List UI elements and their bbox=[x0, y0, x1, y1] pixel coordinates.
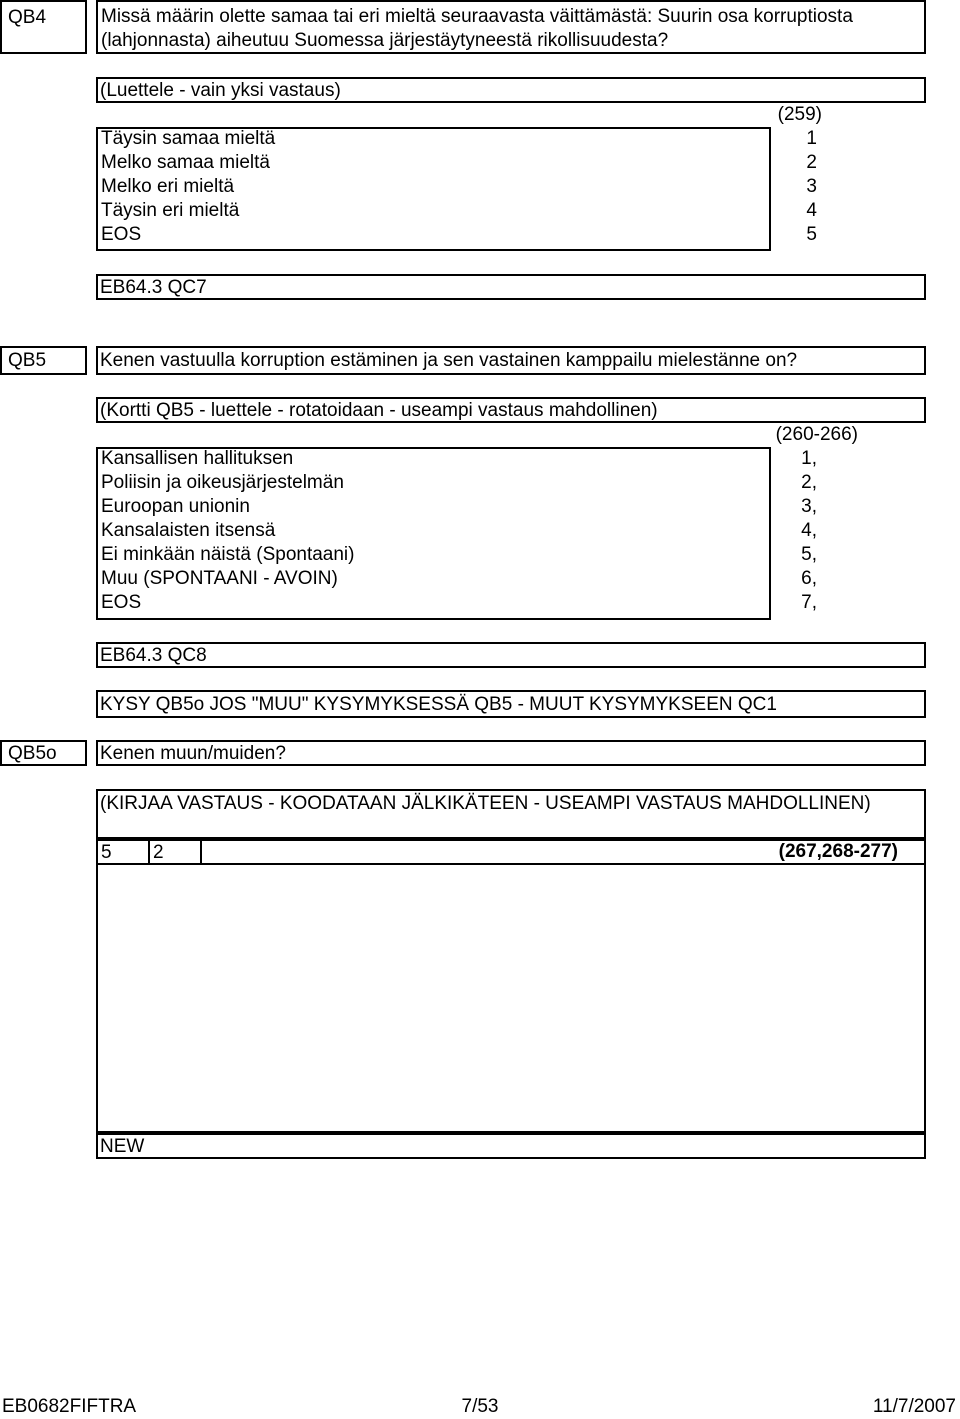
question-id-qb5o: QB5o bbox=[0, 740, 87, 766]
answer-code: 3 bbox=[806, 176, 817, 197]
answer-code: 2 bbox=[806, 152, 817, 173]
answer-label: Euroopan unionin bbox=[101, 496, 250, 517]
column-ref-qb4: (259) bbox=[777, 104, 822, 125]
answer-list-qb4 bbox=[101, 127, 275, 247]
answer-label: EOS bbox=[101, 224, 142, 245]
source-qb4: EB64.3 QC7 bbox=[96, 274, 926, 300]
question-text-qb4 bbox=[96, 0, 926, 54]
answer-codes-qb5 bbox=[757, 447, 817, 615]
question-id-qb5: QB5 bbox=[0, 346, 87, 375]
question-line: (lahjonnasta) aiheutuu Suomessa järjestäytyneestä rikollisuudesta? bbox=[101, 30, 669, 51]
column-ref-qb5: (260-266) bbox=[775, 424, 858, 445]
answer-code: 2, bbox=[801, 472, 817, 493]
answer-code: 4, bbox=[801, 520, 817, 541]
answer-label: EOS bbox=[101, 592, 142, 613]
answer-code: 1, bbox=[801, 448, 817, 469]
answer-code: 7, bbox=[801, 592, 817, 613]
question-text-qb5o: Kenen muun/muiden? bbox=[96, 740, 926, 766]
open-answer-field[interactable] bbox=[96, 863, 926, 1133]
filter-instruction: KYSY QB5o JOS "MUU" KYSYMYKSESSÄ QB5 - MUUT KYSYMYKSEEN QC1 bbox=[96, 690, 926, 718]
answer-label: Täysin eri mieltä bbox=[101, 200, 240, 221]
question-id-qb4: QB4 bbox=[0, 0, 87, 54]
footer-page-number: 7/53 bbox=[461, 1396, 499, 1417]
answer-label: Täysin samaa mieltä bbox=[101, 128, 276, 149]
answer-label: Poliisin ja oikeusjärjestelmän bbox=[101, 472, 344, 493]
answer-label: Kansalaisten itsensä bbox=[101, 520, 276, 541]
answer-label: Ei minkään näistä (Spontaani) bbox=[101, 544, 355, 565]
code-cell-b: 2 bbox=[148, 839, 202, 865]
code-cell-a: 5 bbox=[96, 839, 150, 865]
instruction-qb5o: (KIRJAA VASTAUS - KOODATAAN JÄLKIKÄTEEN - USEAMPI VASTAUS MAHDOLLINEN) bbox=[96, 789, 926, 839]
answer-code: 5 bbox=[806, 224, 817, 245]
footer-doc-id: EB0682FIFTRA bbox=[2, 1396, 137, 1417]
answer-label: Kansallisen hallituksen bbox=[101, 448, 294, 469]
footer-date: 11/7/2007 bbox=[872, 1396, 956, 1417]
instruction-qb4: (Luettele - vain yksi vastaus) bbox=[96, 77, 926, 103]
answer-label: Muu (SPONTAANI - AVOIN) bbox=[101, 568, 338, 589]
answer-code: 1 bbox=[806, 128, 817, 149]
answer-label: Melko samaa mieltä bbox=[101, 152, 270, 173]
answer-code: 3, bbox=[801, 496, 817, 517]
instruction-qb5: (Kortti QB5 - luettele - rotatoidaan - useampi vastaus mahdollinen) bbox=[96, 397, 926, 423]
question-line: Missä määrin olette samaa tai eri mieltä seuraavasta väittämästä: Suurin osa korruptiosta bbox=[101, 6, 853, 27]
answer-list-qb5 bbox=[101, 447, 354, 615]
answer-label: Melko eri mieltä bbox=[101, 176, 235, 197]
answer-code: 5, bbox=[801, 544, 817, 565]
answer-code: 4 bbox=[806, 200, 817, 221]
column-ref-qb5o: (267,268-277) bbox=[778, 841, 898, 862]
question-text-qb5: Kenen vastuulla korruption estäminen ja sen vastainen kamppailu mielestänne on? bbox=[96, 346, 926, 375]
source-qb5o: NEW bbox=[96, 1133, 926, 1159]
source-qb5: EB64.3 QC8 bbox=[96, 642, 926, 668]
answer-codes-qb4 bbox=[757, 127, 817, 247]
answer-code: 6, bbox=[801, 568, 817, 589]
